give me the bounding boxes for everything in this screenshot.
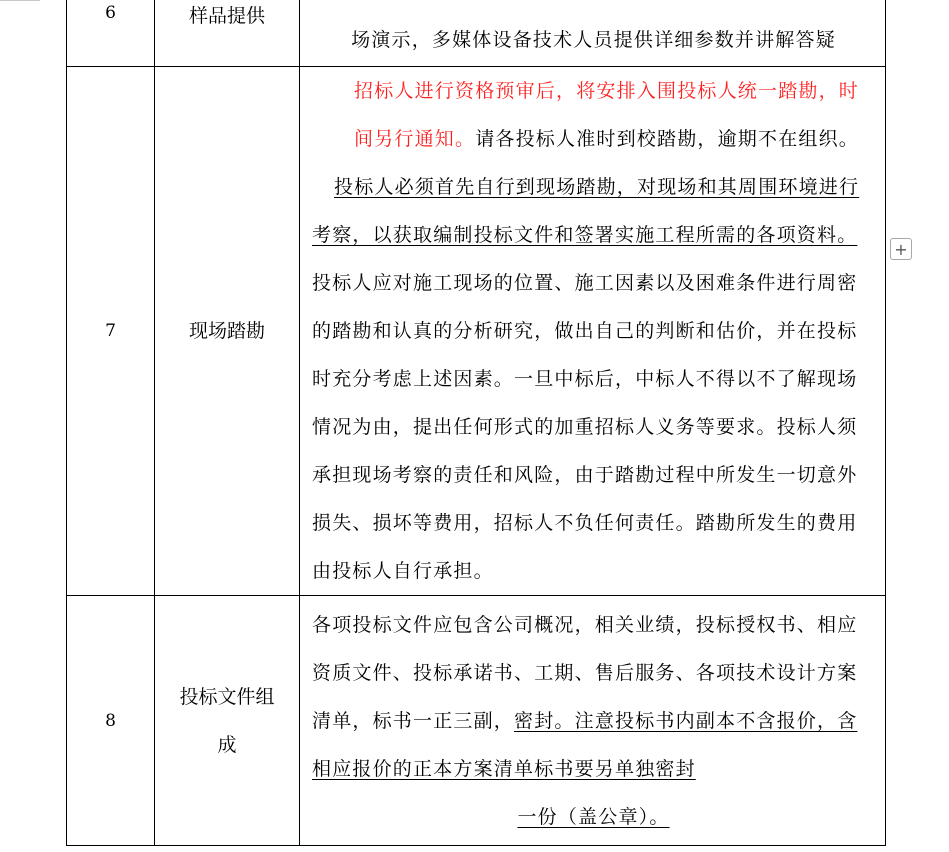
bid-documents-text: 各项投标文件应包含公司概况，相关业绩，投标授权书、相应资质文件、投标承诺书、工期、售后服务、各项技术设计方案清单，标书一正三副， [312,613,858,732]
requirements-table [66,0,886,846]
sealing-requirement-text: 密封。注意投标书内副本不含报价，含相应报价的正本方案清单标书要另单独密封 [312,709,858,780]
underlined-requirement-text: 投标人必须首先自行到现场踏勘，对现场和其周围环境进行考察，以获取编制投标文件和签署实施工程所需的各项资料。 [312,176,860,246]
row-content [300,596,886,846]
table-row-7 [67,67,886,596]
row-item: 现场踏勘 [155,67,300,596]
row-number: 6 [67,0,155,67]
row-item: 样品提供 [155,0,300,67]
row-content [300,67,886,596]
row-content-text [300,67,885,595]
red-notice-text: 招标人进行资格预审后，将安排入围投标人统一踏勘，时间另行通知。 [354,80,860,150]
table-row-8 [67,596,886,846]
official-seal-line: 一份（盖公章）。 [517,805,670,828]
row-number: 7 [67,67,155,596]
top-edge-line [0,0,40,1]
add-row-button[interactable]: + [890,238,912,260]
row-number: 8 [67,596,155,846]
row-content-text [300,601,885,841]
row-item [155,596,300,846]
row-item-line-2: 成 [217,733,237,756]
content-paragraph-2 [312,163,875,595]
row-item-line-1: 投标文件组 [179,685,275,708]
site-survey-details-text: 投标人应对施工现场的位置、施工因素以及困难条件进行周密的踏勘和认真的分析研究，做出自己的判断和估价，并在投标时充分考虑上述因素。一旦中标后，中标人不得以不了解现场情况为由，提出任何形式的加重招标人义务等要求。投标人须承担现场考察的责任和风险，由于踏勘过程中所发生一切意外损失、损坏等费用，招标人不负任何责任。踏勘所发生的费用由投标人自行承担。 [312,272,858,582]
table-row-6 [67,0,886,67]
content-paragraph-1 [312,67,875,163]
notice-followup-text: 请各投标人准时到校踏勘，逾期不在组织。 [475,128,860,150]
row-content [300,0,886,67]
row-content-text: 场演示，多媒体设备技术人员提供详细参数并讲解答疑 [351,28,836,51]
